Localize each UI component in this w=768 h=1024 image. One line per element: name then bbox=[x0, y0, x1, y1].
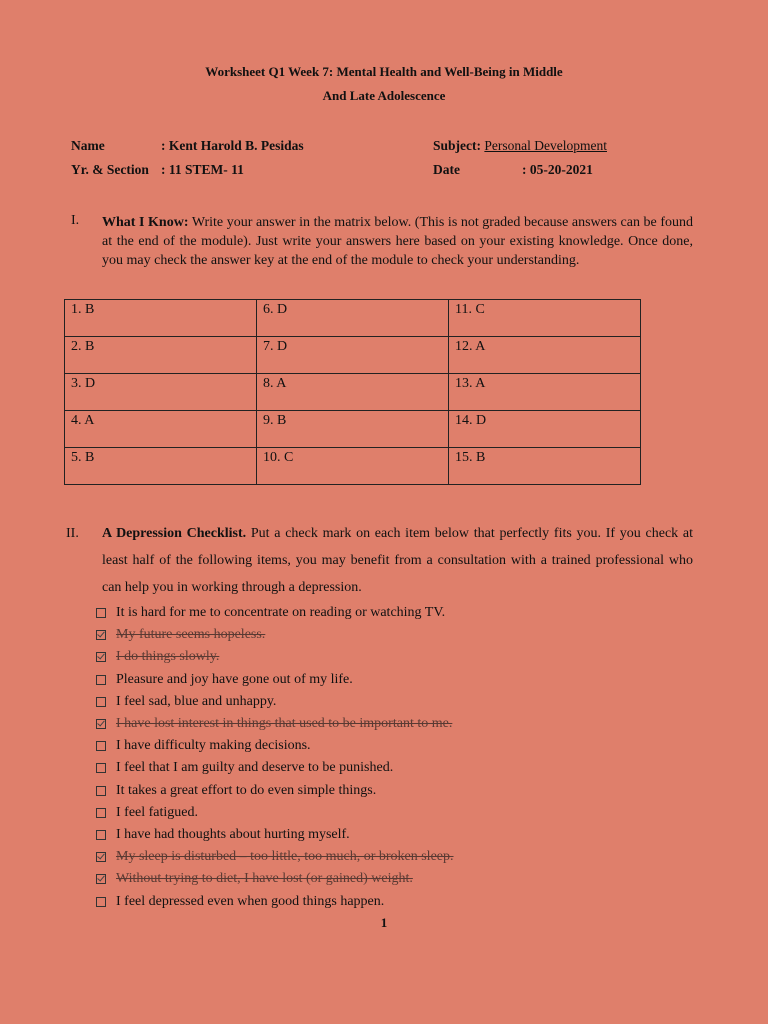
matrix-row bbox=[65, 337, 641, 374]
subject-field bbox=[433, 138, 607, 154]
date-value: : 05-20-2021 bbox=[522, 162, 593, 177]
matrix-cell: 6. D bbox=[257, 300, 449, 337]
part1-instructions bbox=[102, 213, 693, 271]
checklist-item-text: I feel that I am guilty and deserve to be punished. bbox=[116, 760, 394, 776]
matrix-row bbox=[65, 448, 641, 485]
unchecked-checkbox[interactable] bbox=[96, 675, 106, 685]
checklist-item-text: My sleep is disturbed – too little, too much, or broken sleep. bbox=[116, 849, 454, 865]
checklist-item-text: I have had thoughts about hurting myself. bbox=[116, 826, 350, 842]
part2-number: II. bbox=[66, 526, 79, 541]
checklist-item bbox=[96, 735, 454, 757]
matrix-cell: 2. B bbox=[65, 337, 257, 374]
checklist-item-text: I have difficulty making decisions. bbox=[116, 738, 311, 754]
unchecked-checkbox[interactable] bbox=[96, 741, 106, 751]
checklist-item-text: I feel depressed even when good things happen. bbox=[116, 893, 385, 909]
checked-checkbox[interactable] bbox=[96, 630, 106, 640]
checked-checkbox[interactable] bbox=[96, 874, 106, 884]
name-label: Name bbox=[71, 138, 105, 153]
matrix-cell: 9. B bbox=[257, 411, 449, 448]
matrix-row bbox=[65, 300, 641, 337]
matrix-cell: 4. A bbox=[65, 411, 257, 448]
name-value: : Kent Harold B. Pesidas bbox=[161, 138, 304, 153]
worksheet-title-line-1: Worksheet Q1 Week 7: Mental Health and Well-Being in Middle bbox=[205, 64, 563, 79]
unchecked-checkbox[interactable] bbox=[96, 808, 106, 818]
part1-text: Write your answer in the matrix below. (This is not graded because answers can be found at the end of the module). Just write your answers here based on your existing knowledge. Once done, you may check the answer key at the end of the module to check your understanding. bbox=[102, 215, 693, 269]
checklist-item-text: I have lost interest in things that used to be important to me. bbox=[116, 716, 453, 732]
checked-checkbox[interactable] bbox=[96, 652, 106, 662]
checklist-item bbox=[96, 646, 454, 668]
part2-text: Put a check mark on each item below that perfectly fits you. If you check at least half of the following items, you may benefit from a consultation with a trained professional who can help you in working through a depression. bbox=[102, 526, 693, 595]
matrix-cell: 5. B bbox=[65, 448, 257, 485]
unchecked-checkbox[interactable] bbox=[96, 830, 106, 840]
checklist-item bbox=[96, 624, 454, 646]
matrix-cell: 3. D bbox=[65, 374, 257, 411]
checklist-item-text: I do things slowly. bbox=[116, 649, 220, 665]
checklist-item-text: It is hard for me to concentrate on reading or watching TV. bbox=[116, 605, 446, 621]
date-label: Date bbox=[433, 162, 460, 177]
part2-heading: A Depression Checklist. bbox=[102, 526, 247, 541]
part1-number: I. bbox=[71, 213, 80, 228]
unchecked-checkbox[interactable] bbox=[96, 763, 106, 773]
matrix-cell: 10. C bbox=[257, 448, 449, 485]
answer-matrix bbox=[64, 299, 641, 485]
unchecked-checkbox[interactable] bbox=[96, 697, 106, 707]
matrix-cell: 11. C bbox=[449, 300, 641, 337]
matrix-row bbox=[65, 411, 641, 448]
checklist-item-text: My future seems hopeless. bbox=[116, 627, 266, 643]
checklist-item bbox=[96, 602, 454, 624]
checklist-item bbox=[96, 868, 454, 890]
depression-checklist bbox=[96, 602, 454, 913]
matrix-cell: 14. D bbox=[449, 411, 641, 448]
checked-checkbox[interactable] bbox=[96, 852, 106, 862]
checklist-item-text: It takes a great effort to do even simple things. bbox=[116, 782, 377, 798]
part1-heading: What I Know: bbox=[102, 215, 189, 230]
unchecked-checkbox[interactable] bbox=[96, 786, 106, 796]
subject-value: Personal Development bbox=[484, 138, 607, 153]
subject-label: Subject: bbox=[433, 138, 481, 153]
checklist-item bbox=[96, 757, 454, 779]
section-label: Yr. & Section bbox=[71, 162, 149, 177]
matrix-cell: 12. A bbox=[449, 337, 641, 374]
checklist-item bbox=[96, 780, 454, 802]
worksheet-title-line-2: And Late Adolescence bbox=[322, 88, 446, 103]
checklist-item bbox=[96, 669, 454, 691]
matrix-cell: 15. B bbox=[449, 448, 641, 485]
page-number: 1 bbox=[380, 915, 388, 930]
unchecked-checkbox[interactable] bbox=[96, 897, 106, 907]
section-value: : 11 STEM- 11 bbox=[161, 162, 244, 177]
matrix-cell: 8. A bbox=[257, 374, 449, 411]
checked-checkbox[interactable] bbox=[96, 719, 106, 729]
checklist-item bbox=[96, 691, 454, 713]
checklist-item bbox=[96, 802, 454, 824]
checklist-item-text: I feel sad, blue and unhappy. bbox=[116, 693, 277, 709]
matrix-cell: 13. A bbox=[449, 374, 641, 411]
matrix-row bbox=[65, 374, 641, 411]
matrix-cell: 7. D bbox=[257, 337, 449, 374]
part2-instructions bbox=[102, 520, 693, 601]
unchecked-checkbox[interactable] bbox=[96, 608, 106, 618]
checklist-item-text: I feel fatigued. bbox=[116, 804, 199, 820]
checklist-item-text: Pleasure and joy have gone out of my life. bbox=[116, 671, 353, 687]
checklist-item-text: Without trying to diet, I have lost (or gained) weight. bbox=[116, 871, 413, 887]
checklist-item bbox=[96, 713, 454, 735]
checklist-item bbox=[96, 890, 454, 912]
checklist-item bbox=[96, 846, 454, 868]
checklist-item bbox=[96, 824, 454, 846]
matrix-cell: 1. B bbox=[65, 300, 257, 337]
